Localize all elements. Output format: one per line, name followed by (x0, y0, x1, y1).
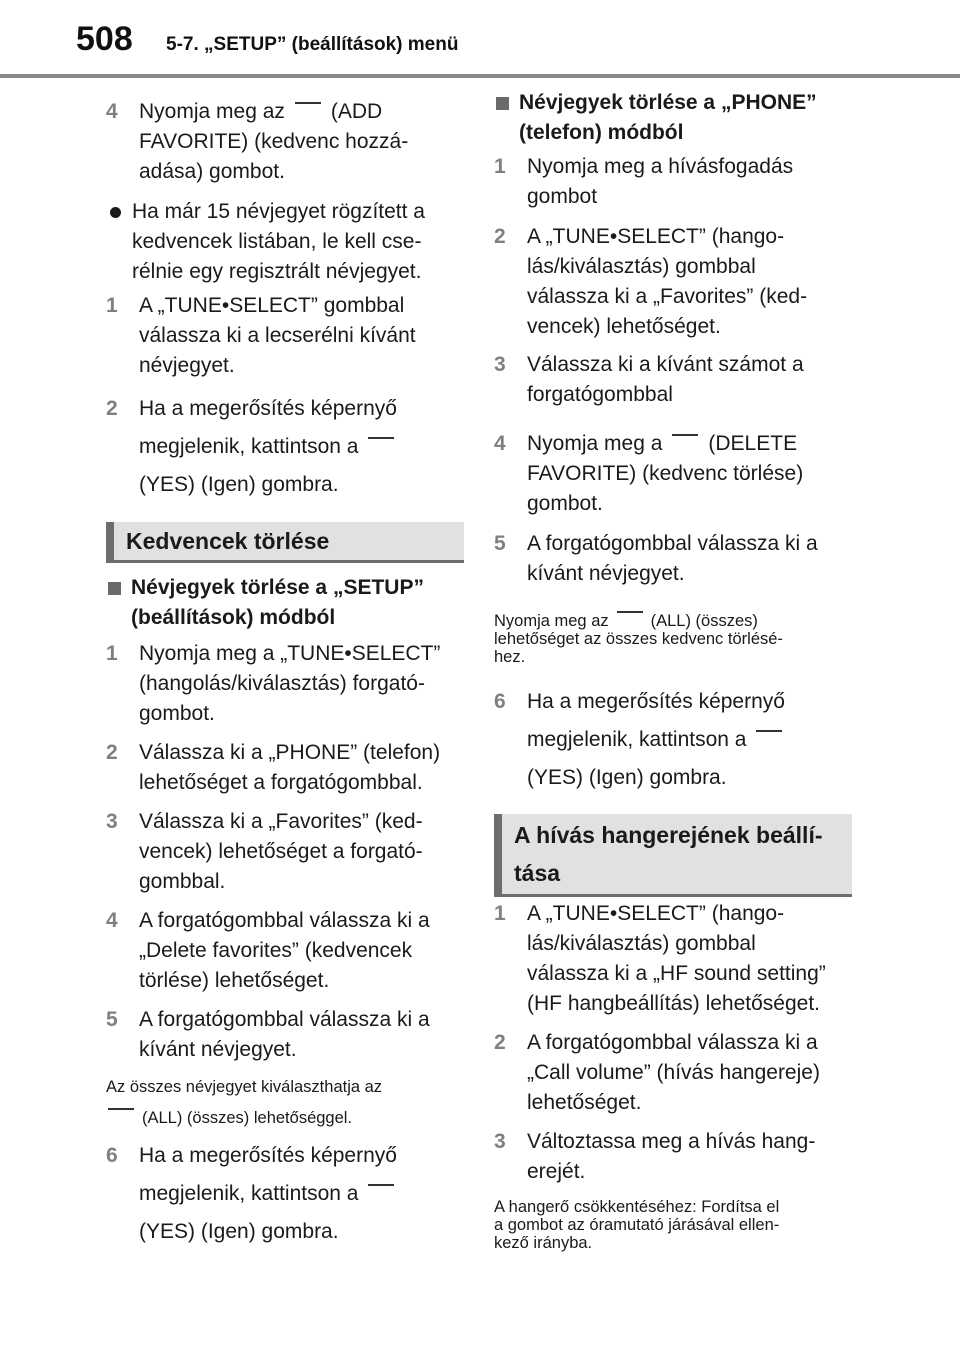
step-number: 6 (494, 690, 506, 713)
bullet-text: rélnie egy regisztrált névjegyet. (132, 260, 422, 283)
bullet-text: kedvencek listában, le kell cse- (132, 230, 422, 253)
step-text: lehetőséget a forgatógombbal. (139, 771, 423, 794)
note-text: kező irányba. (494, 1234, 593, 1252)
step-3 (494, 350, 852, 410)
step-2 (494, 222, 852, 342)
step-text: A forgatógombbal válassza ki a (527, 1031, 818, 1054)
yes-button-icon (368, 1184, 394, 1193)
note-text: a gombot az óramutató járásával ellen- (494, 1216, 780, 1234)
right-step-5 (494, 529, 852, 589)
step-text: lás/kiválasztás) gombbal (527, 255, 756, 278)
step-text: Ha a megerősítés képernyő (139, 397, 397, 420)
yes-button-icon (368, 437, 394, 446)
subheading-text: (telefon) módból (519, 121, 684, 144)
step-text: (YES) (Igen) gombra. (527, 766, 727, 789)
step-number: 4 (494, 432, 506, 455)
step-text: megjelenik, kattintson a (527, 728, 747, 751)
step-text: gombbal. (139, 870, 226, 893)
step-text: törlése) lehetőséget. (139, 969, 330, 992)
right-note-2 (494, 1198, 852, 1252)
note-text: Az összes névjegyet kiválaszthatja az (106, 1078, 383, 1096)
delete-favorite-button-icon (672, 434, 698, 443)
page-header (0, 0, 960, 82)
step-text: A forgatógombbal válassza ki a (527, 532, 818, 555)
yes-button-icon (756, 730, 782, 739)
step-number: 2 (494, 1031, 506, 1054)
step-text: kívánt névjegyet. (527, 562, 685, 585)
left-bullet-step-2 (106, 390, 464, 504)
section-title: 5-7. „SETUP” (beállítások) menü (166, 34, 459, 55)
step-text: Változtassa meg a hívás hang- (527, 1130, 816, 1153)
step-text: adása) gombot. (139, 160, 285, 183)
all-button-icon (617, 611, 643, 620)
step-text: FAVORITE) (kedvenc törlése) (527, 462, 804, 485)
step-text: (YES) (Igen) gombra. (139, 1220, 339, 1243)
subheading-text: Névjegyek törlése a „SETUP” (131, 576, 424, 599)
step-text: forgatógombbal (527, 383, 673, 406)
left-bullet-step-1 (106, 291, 464, 381)
header-divider (0, 74, 960, 78)
step-text: Ha a megerősítés képernyő (139, 1144, 397, 1167)
step-number: 2 (106, 741, 118, 764)
step-3 (106, 807, 464, 897)
step-text: válassza ki a „Favorites” (ked- (527, 285, 808, 308)
step-text: Nyomja meg az (139, 100, 285, 123)
square-bullet-icon (108, 582, 121, 595)
step-number: 1 (494, 902, 506, 925)
bullet-text: Ha már 15 névjegyet rögzített a (132, 200, 425, 223)
step-number: 3 (494, 1130, 506, 1153)
step-2 (494, 1028, 852, 1118)
step-text: Nyomja meg a „TUNE•SELECT” (139, 642, 441, 665)
bullet-note (106, 197, 464, 287)
step-text: megjelenik, kattintson a (139, 1182, 359, 1205)
bullet-icon (110, 207, 121, 218)
step-text: A forgatógombbal válassza ki a (139, 909, 430, 932)
step-number: 1 (106, 642, 118, 665)
all-button-icon (108, 1108, 134, 1117)
step-text: Ha a megerősítés képernyő (527, 690, 785, 713)
step-text: válassza ki a lecserélni kívánt (139, 324, 416, 347)
step-text: FAVORITE) (kedvenc hozzá- (139, 130, 409, 153)
step-text: Nyomja meg a hívásfogadás (527, 155, 794, 178)
step-text: (HF hangbeállítás) lehetőséget. (527, 992, 821, 1015)
step-text: A forgatógombbal válassza ki a (139, 1008, 430, 1031)
left-note-2 (106, 1109, 464, 1127)
step-text: lehetőséget. (527, 1091, 642, 1114)
step-3 (494, 1127, 852, 1187)
step-1 (494, 152, 852, 212)
step-text: lás/kiválasztás) gombbal (527, 932, 756, 955)
left-note (106, 1078, 464, 1096)
note-text: A hangerő csökkentéséhez: Fordítsa el (494, 1198, 780, 1216)
right-step-4 (494, 429, 852, 519)
step-text: (YES) (Igen) gombra. (139, 473, 339, 496)
note-text: Nyomja meg az (494, 612, 609, 630)
step-1 (494, 899, 852, 1019)
step-text: (DELETE (708, 432, 798, 455)
right-step-6 (494, 683, 852, 797)
step-text: „Delete favorites” (kedvencek (139, 939, 413, 962)
note-text: (ALL) (összes) (650, 612, 758, 630)
step-4 (106, 906, 464, 996)
step-text: Nyomja meg a (527, 432, 663, 455)
box-heading-text: tása (514, 860, 561, 886)
step-text: megjelenik, kattintson a (139, 435, 359, 458)
step-text: (ADD (330, 100, 383, 123)
step-text: A „TUNE•SELECT” gombbal (139, 294, 405, 317)
step-text: A „TUNE•SELECT” (hango- (527, 225, 785, 248)
step-number: 2 (106, 397, 118, 420)
left-step-6 (106, 1137, 464, 1251)
subheading-phone-mode (494, 88, 852, 148)
step-text: névjegyet. (139, 354, 235, 377)
square-bullet-icon (496, 97, 509, 110)
step-number: 6 (106, 1144, 118, 1167)
page-number: 508 (76, 20, 133, 58)
step-5 (106, 1005, 464, 1065)
box-heading-text: Kedvencek törlése (126, 528, 330, 554)
step-number: 5 (494, 532, 506, 555)
subheading-text: (beállítások) módból (131, 606, 336, 629)
left-step-4 (106, 97, 464, 187)
step-text: A „TUNE•SELECT” (hango- (527, 902, 785, 925)
add-favorite-button-icon (295, 102, 321, 111)
box-heading-kedvencek-torlese (106, 522, 464, 563)
step-text: válassza ki a „HF sound setting” (527, 962, 826, 985)
note-text: lehetőséget az összes kedvenc törlésé- (494, 630, 783, 648)
step-text: gombot. (527, 492, 603, 515)
step-2 (106, 738, 464, 798)
step-text: kívánt névjegyet. (139, 1038, 297, 1061)
step-number: 1 (106, 294, 118, 317)
step-text: vencek) lehetőséget. (527, 315, 721, 338)
step-number: 2 (494, 225, 506, 248)
step-text: vencek) lehetőséget a forgató- (139, 840, 423, 863)
note-text: (ALL) (összes) lehetőséggel. (142, 1109, 353, 1127)
step-text: gombot. (139, 702, 215, 725)
box-heading-text: A hívás hangerejének beállí- (514, 822, 823, 848)
right-note (494, 612, 852, 666)
box-heading-hivas-hangereje (494, 814, 852, 897)
step-number: 4 (106, 100, 118, 123)
step-1 (106, 639, 464, 729)
step-number: 3 (106, 810, 118, 833)
step-text: erejét. (527, 1160, 586, 1183)
step-text: (hangolás/kiválasztás) forgató- (139, 672, 425, 695)
step-text: Válassza ki a kívánt számot a (527, 353, 804, 376)
subheading-text: Névjegyek törlése a „PHONE” (519, 91, 817, 114)
subheading-setup-mode (106, 573, 464, 633)
step-text: Válassza ki a „Favorites” (ked- (139, 810, 423, 833)
step-number: 4 (106, 909, 118, 932)
note-text: hez. (494, 648, 526, 666)
step-text: gombot (527, 185, 598, 208)
step-text: „Call volume” (hívás hangereje) (527, 1061, 820, 1084)
step-text: Válassza ki a „PHONE” (telefon) (139, 741, 441, 764)
step-number: 1 (494, 155, 506, 178)
step-number: 5 (106, 1008, 118, 1031)
step-number: 3 (494, 353, 506, 376)
